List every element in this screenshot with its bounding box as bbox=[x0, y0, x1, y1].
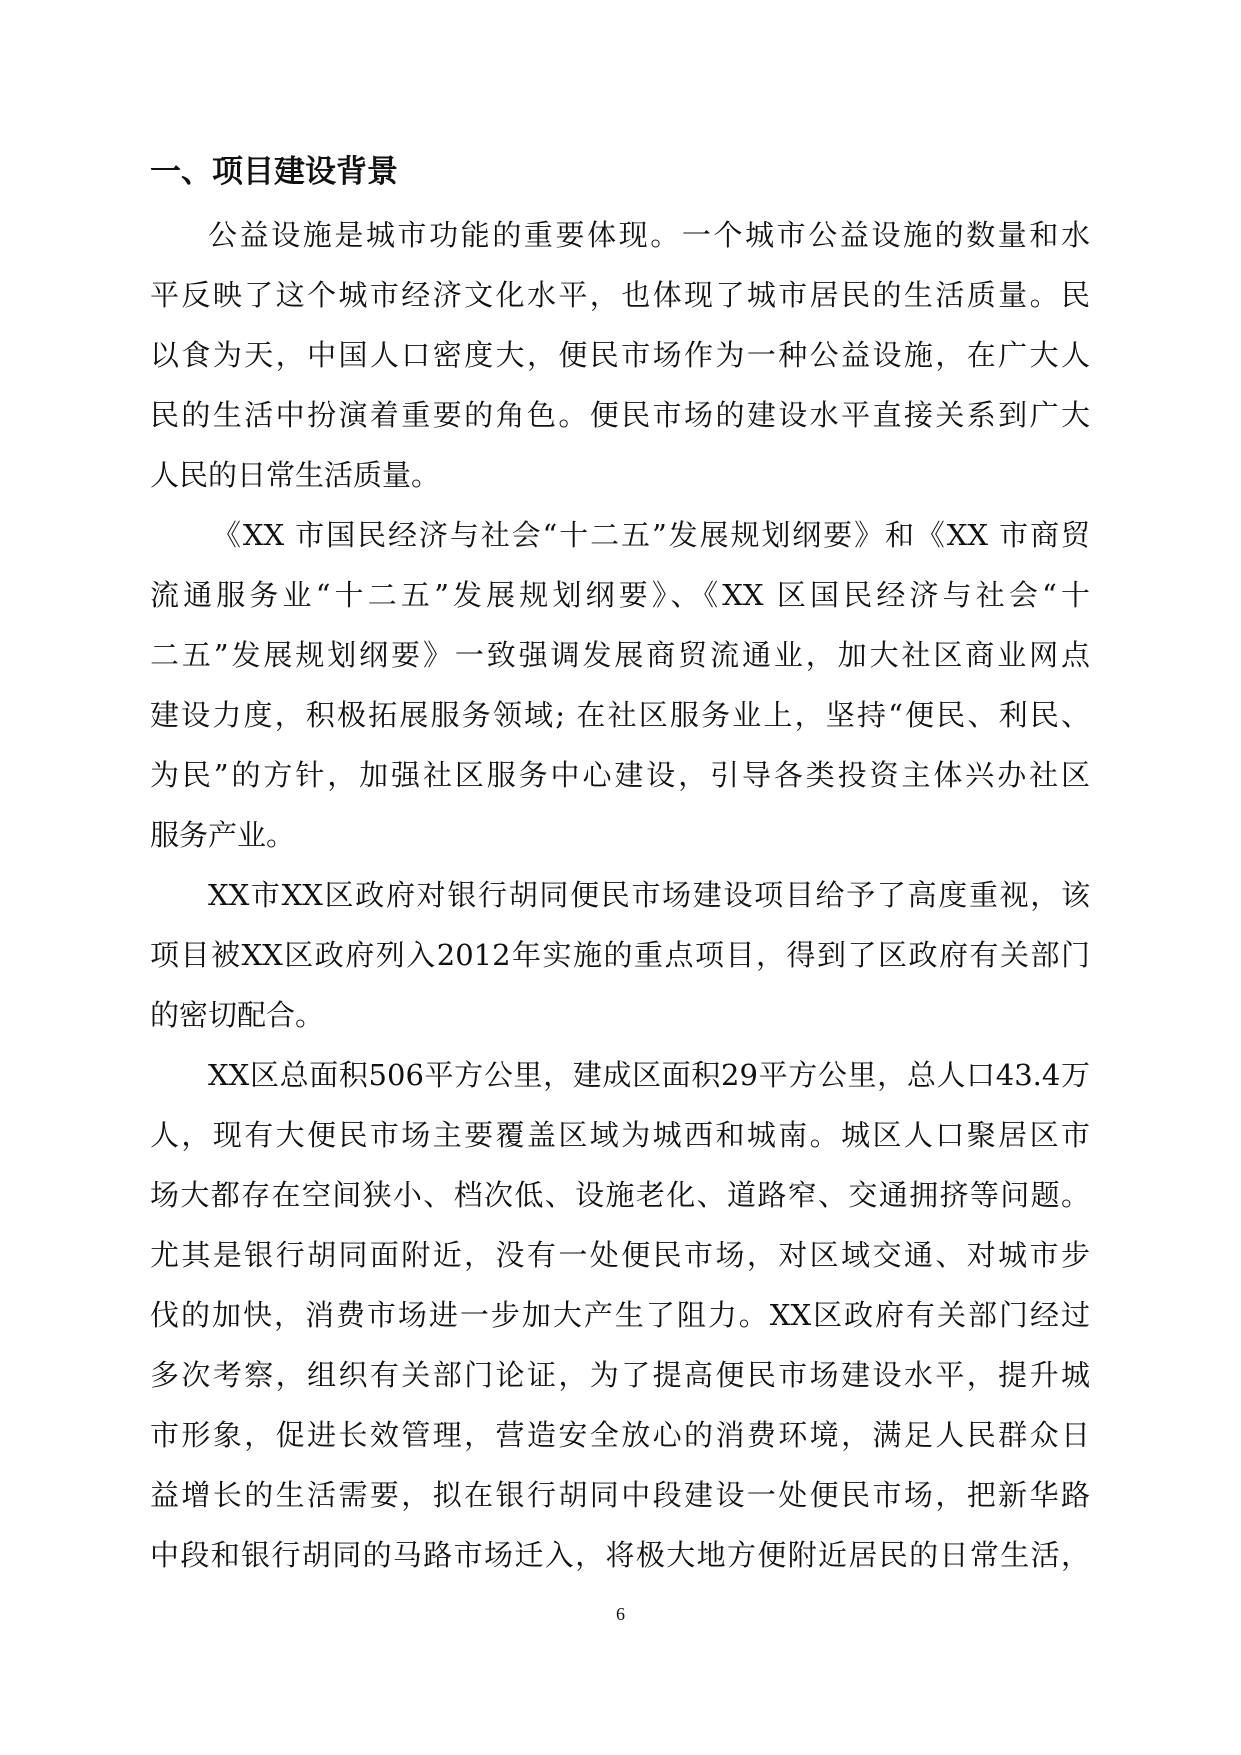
paragraph-line: 多次考察，组织有关部门论证，为了提高便民市场建设水平，提升城 bbox=[150, 1358, 1090, 1392]
paragraph-line: 的密切配合。 bbox=[150, 998, 325, 1032]
paragraph-line: 益增长的生活需要，拟在银行胡同中段建设一处便民市场，把新华路 bbox=[150, 1478, 1090, 1512]
paragraph-line: 以食为天，中国人口密度大，便民市场作为一种公益设施，在广大人 bbox=[150, 338, 1090, 372]
paragraph-line: 建设力度，积极拓展服务领域; 在社区服务业上，坚持“便民、利民、 bbox=[150, 698, 1090, 732]
paragraph-line: 项目被XX区政府列入2012年实施的重点项目，得到了区政府有关部门 bbox=[150, 938, 1090, 972]
paragraph-line: 市形象，促进长效管理，营造安全放心的消费环境，满足人民群众日 bbox=[150, 1418, 1090, 1452]
paragraph-line: 尤其是银行胡同面附近，没有一处便民市场，对区域交通、对城市步 bbox=[150, 1238, 1090, 1272]
paragraph-line: 二五”发展规划纲要》一致强调发展商贸流通业，加大社区商业网点 bbox=[150, 638, 1090, 672]
paragraph-line: 人民的日常生活质量。 bbox=[150, 458, 441, 492]
page-number: 6 bbox=[616, 1604, 625, 1624]
paragraph-line: 中段和银行胡同的马路市场迁入，将极大地方便附近居民的日常生活， bbox=[150, 1538, 1090, 1572]
paragraph-line: 为民”的方针，加强社区服务中心建设，引导各类投资主体兴办社区 bbox=[150, 758, 1090, 792]
paragraph-line: 场大都存在空间狭小、档次低、设施老化、道路窄、交通拥挤等问题。 bbox=[150, 1178, 1090, 1212]
section-heading: 一、项目建设背景 bbox=[150, 154, 398, 190]
paragraph-line: XX市XX区政府对银行胡同便民市场建设项目给予了高度重视，该 bbox=[208, 878, 1090, 912]
paragraph-line: 公益设施是城市功能的重要体现。一个城市公益设施的数量和水 bbox=[208, 218, 1090, 252]
paragraph-line: 民的生活中扮演着重要的角色。便民市场的建设水平直接关系到广大 bbox=[150, 398, 1090, 432]
paragraph-line: 平反映了这个城市经济文化水平，也体现了城市居民的生活质量。民 bbox=[150, 278, 1090, 312]
paragraph-line: XX区总面积506平方公里，建成区面积29平方公里，总人口43.4万 bbox=[208, 1058, 1090, 1092]
paragraph-line: 流通服务业“十二五”发展规划纲要》、《XX 区国民经济与社会“十 bbox=[150, 578, 1090, 612]
paragraph-line: 服务产业。 bbox=[150, 818, 296, 852]
paragraph-line: 人，现有大便民市场主要覆盖区域为城西和城南。城区人口聚居区市 bbox=[150, 1118, 1090, 1152]
paragraph-line: 《XX 市国民经济与社会“十二五”发展规划纲要》和《XX 市商贸 bbox=[212, 518, 1090, 552]
paragraph-line: 伐的加快，消费市场进一步加大产生了阻力。XX区政府有关部门经过 bbox=[150, 1298, 1090, 1332]
